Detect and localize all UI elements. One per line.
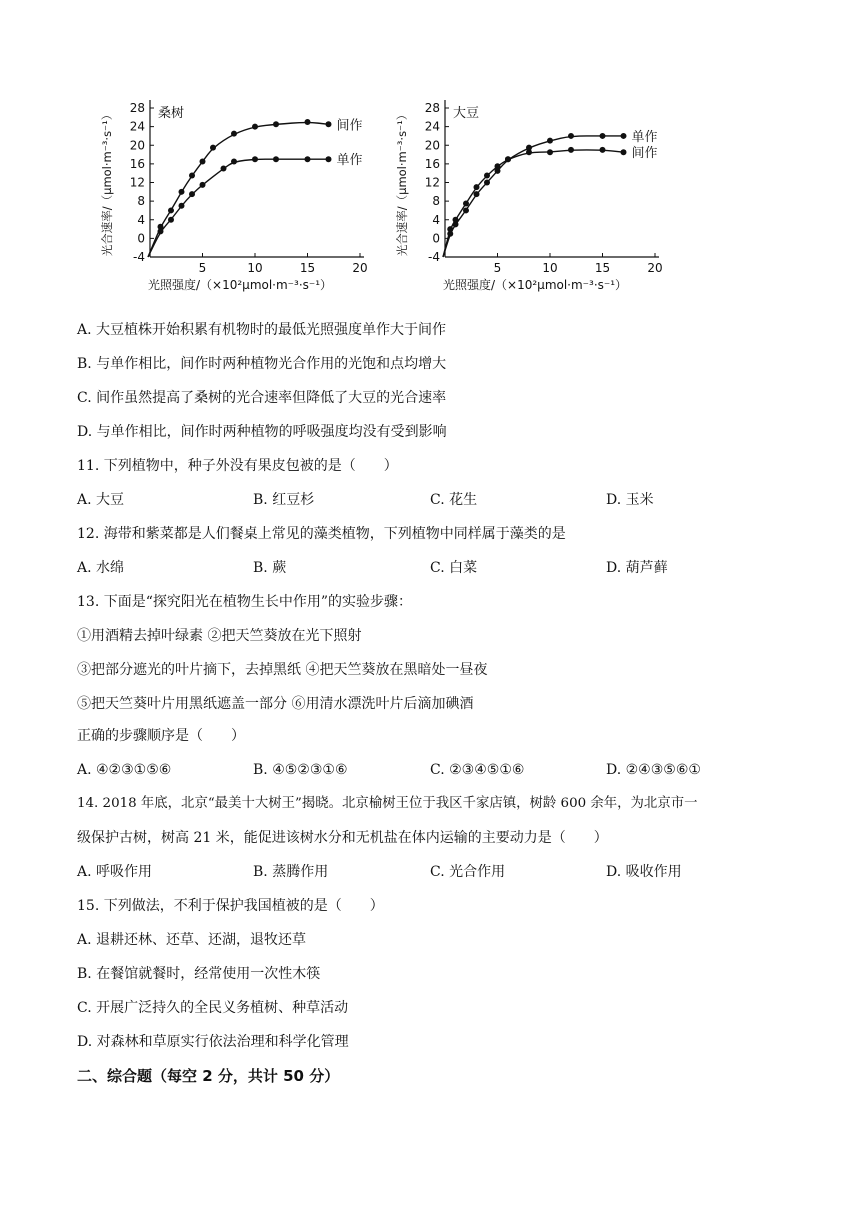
- data-point: [200, 159, 206, 165]
- data-point: [447, 226, 453, 232]
- x-axis-label: 光照强度/（×10²μmol·m⁻³·s⁻¹）: [443, 278, 628, 292]
- y-tick-label: -4: [133, 250, 145, 264]
- y-tick-label: 12: [424, 175, 440, 190]
- q13-steps-3: ⑤把天竺葵叶片用黑纸遮盖一部分 ⑥用清水漂洗叶片后滴加碘酒: [77, 696, 474, 712]
- chart-title: 桑树: [158, 106, 185, 121]
- x-tick-label: 15: [299, 261, 316, 275]
- data-point: [621, 149, 627, 155]
- q10-option-a: A. 大豆植株开始积累有机物时的最低光照强度单作大于间作: [77, 322, 447, 338]
- series-label: 单作: [336, 153, 363, 169]
- q15-option-c: C. 开展广泛持久的全民义务植树、种草活动: [77, 1000, 349, 1016]
- y-tick-label: 28: [424, 101, 440, 115]
- y-tick-label: 4: [432, 212, 440, 227]
- q14-option-b: B. 蒸腾作用: [253, 864, 329, 880]
- data-point: [453, 217, 459, 223]
- data-point: [463, 207, 469, 213]
- data-point: [505, 156, 511, 162]
- q15-stem: 15. 下列做法，不利于保护我国植被的是（ ）: [77, 898, 384, 914]
- data-point: [273, 121, 279, 127]
- data-point: [305, 156, 311, 162]
- q11-option-b: B. 红豆杉: [253, 492, 315, 508]
- q14-stem-line2: 级保护古树，树高 21 米，能促进该树水分和无机盐在体内运输的主要动力是（ ）: [77, 830, 608, 846]
- chart-svg: [95, 80, 380, 292]
- data-point: [231, 131, 237, 137]
- q13-steps-1: ①用酒精去掉叶绿素 ②把天竺葵放在光下照射: [77, 628, 362, 644]
- q14-option-c: C. 光合作用: [430, 864, 506, 880]
- q13-option-a: A. ④②③①⑤⑥: [77, 762, 172, 778]
- data-point: [231, 159, 237, 165]
- y-tick-label: 8: [137, 194, 145, 209]
- x-tick-label: 20: [647, 261, 663, 275]
- data-point: [621, 133, 627, 139]
- data-point: [168, 207, 174, 213]
- series-label: 间作: [336, 118, 363, 134]
- data-point: [189, 173, 195, 179]
- q12-option-d: D. 葫芦藓: [606, 560, 668, 576]
- q12-option-a: A. 水绵: [77, 560, 125, 576]
- q14-stem-line1: 14. 2018 年底，北京“最美十大树王”揭晓。北京榆树王位于我区千家店镇，树龄 600 余年，为北京市一: [77, 796, 698, 811]
- data-point: [547, 138, 553, 144]
- y-tick-label: 4: [137, 212, 145, 227]
- y-tick-label: 24: [129, 119, 145, 134]
- series-label: 单作: [631, 129, 658, 145]
- q15-option-a: A. 退耕还林、还草、还湖，退牧还草: [77, 932, 307, 948]
- data-point: [463, 200, 469, 206]
- series-label: 间作: [631, 146, 658, 162]
- q13-ask: 正确的步骤顺序是（ ）: [77, 728, 245, 744]
- x-axis-label: 光照强度/（×10²μmol·m⁻³·s⁻¹）: [148, 278, 333, 292]
- data-point: [305, 119, 311, 125]
- data-point: [179, 189, 185, 195]
- q10-option-b: B. 与单作相比，间作时两种植物光合作用的光饱和点均增大: [77, 356, 447, 372]
- q13-option-b: B. ④⑤②③①⑥: [253, 762, 348, 778]
- data-point: [484, 180, 490, 186]
- data-point: [252, 156, 258, 162]
- q12-stem: 12. 海带和紫菜都是人们餐桌上常见的藻类植物，下列植物中同样属于藻类的是: [77, 526, 566, 542]
- data-point: [200, 182, 206, 188]
- data-point: [326, 156, 332, 162]
- q13-stem: 13. 下面是“探究阳光在植物生长中作用”的实验步骤：: [77, 594, 413, 610]
- y-tick-label: 16: [129, 156, 145, 171]
- data-point: [210, 145, 216, 151]
- q12-option-c: C. 白菜: [430, 560, 478, 576]
- x-tick-label: 10: [247, 261, 263, 275]
- data-point: [252, 124, 258, 130]
- q15-option-b: B. 在餐馆就餐时，经常使用一次性木筷: [77, 966, 321, 982]
- chart-soybean: [390, 80, 675, 292]
- data-point: [526, 149, 532, 155]
- q14-option-a: A. 呼吸作用: [77, 864, 153, 880]
- x-tick-label: 20: [352, 261, 368, 275]
- data-point: [568, 133, 574, 139]
- q11-option-c: C. 花生: [430, 492, 478, 508]
- x-tick-label: 5: [198, 261, 207, 275]
- y-axis-label: 光合速率/（μmol·m⁻³·s⁻¹）: [395, 108, 409, 257]
- q14-option-d: D. 吸收作用: [606, 864, 682, 880]
- q11-option-a: A. 大豆: [77, 492, 125, 508]
- data-point: [568, 147, 574, 153]
- q15-option-d: D. 对森林和草原实行依法治理和科学化管理: [77, 1034, 349, 1050]
- q10-option-c: C. 间作虽然提高了桑树的光合速率但降低了大豆的光合速率: [77, 390, 447, 406]
- data-point: [474, 191, 480, 197]
- data-point: [158, 228, 164, 234]
- y-tick-label: 24: [424, 119, 440, 134]
- chart-svg: [390, 80, 675, 292]
- figure-charts: [95, 80, 675, 290]
- y-tick-label: 8: [432, 194, 440, 209]
- data-point: [221, 166, 227, 172]
- q13-steps-2: ③把部分遮光的叶片摘下，去掉黑纸 ④把天竺葵放在黑暗处一昼夜: [77, 662, 488, 678]
- data-point: [273, 156, 279, 162]
- x-tick-label: 15: [594, 261, 611, 275]
- y-tick-label: -4: [428, 250, 440, 264]
- data-point: [484, 173, 490, 179]
- q11-stem: 11. 下列植物中，种子外没有果皮包被的是（ ）: [77, 458, 398, 474]
- data-point: [168, 217, 174, 223]
- data-point: [600, 133, 606, 139]
- q12-option-b: B. 蕨: [253, 560, 287, 576]
- data-point: [189, 191, 195, 197]
- series-line: [148, 123, 329, 257]
- data-point: [495, 163, 501, 169]
- chart-title: 大豆: [453, 106, 480, 121]
- q13-option-d: D. ②④③⑤⑥①: [606, 762, 701, 778]
- y-tick-label: 20: [424, 138, 440, 153]
- x-tick-label: 5: [493, 261, 502, 275]
- y-tick-label: 12: [129, 175, 145, 190]
- y-tick-label: 16: [424, 156, 440, 171]
- y-tick-label: 28: [129, 101, 145, 115]
- x-tick-label: 10: [542, 261, 558, 275]
- q10-option-d: D. 与单作相比，间作时两种植物的呼吸强度均没有受到影响: [77, 424, 447, 440]
- data-point: [474, 184, 480, 190]
- y-tick-label: 20: [129, 138, 145, 153]
- q11-option-d: D. 玉米: [606, 492, 654, 508]
- data-point: [600, 147, 606, 153]
- y-tick-label: 0: [432, 231, 440, 246]
- y-tick-label: 0: [137, 231, 145, 246]
- series-line: [148, 159, 329, 257]
- section-heading: 二、综合题（每空 2 分，共计 50 分）: [77, 1067, 340, 1085]
- data-point: [326, 121, 332, 127]
- data-point: [547, 149, 553, 155]
- y-axis-label: 光合速率/（μmol·m⁻³·s⁻¹）: [100, 108, 114, 257]
- data-point: [179, 203, 185, 209]
- chart-mulberry: [95, 80, 380, 292]
- q13-option-c: C. ②③④⑤①⑥: [430, 762, 525, 778]
